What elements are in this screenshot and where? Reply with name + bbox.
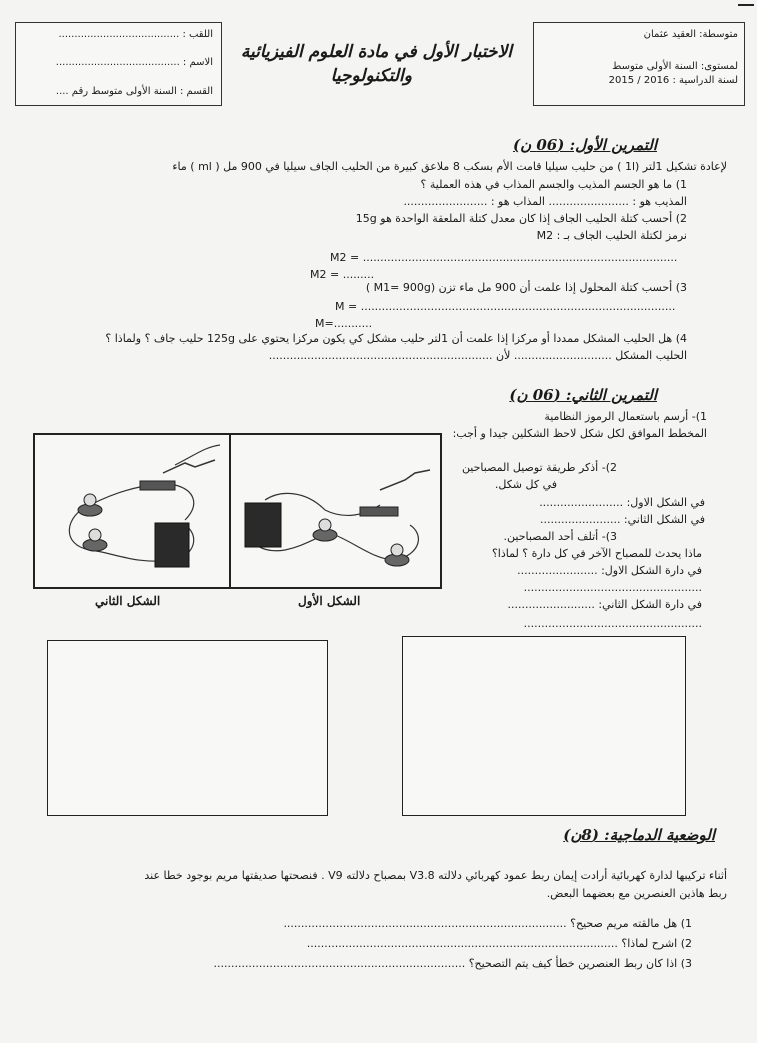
ex1-intro: لإعادة تشكيل 1لتر (1l ) من حليب سيليا قامت الأم بسكب 8 ملاعق كبيرة من الحليب الجاف سيليا في 900 مل ( ml ) ماء <box>172 160 727 173</box>
surname-field[interactable]: اللقب : ...................................... <box>58 29 213 40</box>
level: لمستوى: السنة الأولى متوسط <box>612 61 738 72</box>
class-field[interactable]: القسم : السنة الأولى متوسط رقم .... <box>55 86 213 97</box>
ex2-q3f[interactable]: ................................................... <box>523 617 702 630</box>
figure-1-circuit <box>245 470 430 566</box>
ex1-q2: 2) أحسب كتلة الحليب الجاف إذا كان معدل كتلة الملعقة الواحدة هو 15g <box>355 212 687 225</box>
ex3-heading: الوضعية الدماجية: (8ن) <box>563 826 715 844</box>
figure-panel <box>33 433 442 589</box>
ex2-q3b: ماذا يحدث للمصباح الآخر في كل دارة ؟ لماذا؟ <box>491 547 702 560</box>
ex1-q3: 3) أحسب كتلة المحلول إذا علمت أن 900 مل ماء تزن (M1= 900g ) <box>365 281 687 294</box>
corner-mark <box>738 4 754 6</box>
ex3-q3[interactable]: 3) اذا كان ربط العنصرين خطأ كيف يتم التصحيح؟ ........................................................................ <box>213 957 692 970</box>
ex2-q3a: 3)- أتلف أحد المصباحين. <box>503 530 617 543</box>
diagram-answer-box-right[interactable] <box>402 636 686 816</box>
name-field[interactable]: الاسم : ....................................... <box>55 57 213 68</box>
ex1-q4: 4) هل الحليب المشكل ممددا أو مركزا إذا علمت أن 1لتر حليب مشكل كي يكون مركزا يحتوي على 125g حليب جاف ؟ ولماذا ؟ <box>105 332 687 345</box>
figure-2-circuit <box>69 445 220 567</box>
ex3-text1: أثناء تركيبها لدارة كهربائية أرادت إيمان ربط عمود كهربائي دلالته V3.8 بمصباح دلالته V9 . فنصحتها صديقتها مريم بوجود خطا عند <box>144 869 727 882</box>
ex2-q1a: 1)- أرسم باستعمال الرموز النظامية <box>544 410 707 423</box>
ex1-q2-line1[interactable]: M2 = .......................................................................................... <box>330 251 678 264</box>
ex2-q1b: المخطط الموافق لكل شكل لاحظ الشكلين جيدا و أجب: <box>452 427 707 440</box>
ex1-q4-answer[interactable]: الحليب المشكل ............................ لأن ................................................................ <box>268 349 687 362</box>
circuit-figures-drawing <box>35 435 440 587</box>
figure-1-caption: الشكل الأول <box>298 594 361 608</box>
ex2-q3c[interactable]: في دارة الشكل الاول: ....................... <box>517 564 702 577</box>
figure-2-caption: الشكل الثاني <box>95 594 161 608</box>
ex3-q2[interactable]: 2) اشرح لماذا؟ ......................................................................................... <box>306 937 692 950</box>
ex1-q2-line2[interactable]: M2 = ......... <box>310 268 375 281</box>
ex1-q2-symbol: نرمز لكتلة الحليب الجاف بـ : M2 <box>536 229 687 242</box>
student-info-box <box>15 22 222 106</box>
ex2-q2c[interactable]: في الشكل الاول: ........................ <box>539 496 705 509</box>
school-info-box <box>533 22 745 106</box>
ex2-q2b: في كل شكل. <box>494 478 557 491</box>
exam-title: الاختبار الأول في مادة العلوم الفيزيائية <box>240 42 512 62</box>
ex1-q3-line2[interactable]: M=........... <box>315 317 373 330</box>
ex2-q2d[interactable]: في الشكل الثاني: ....................... <box>540 513 705 526</box>
school-name: متوسطة: العقيد عثمان <box>643 29 738 40</box>
ex1-q1: 1) ما هو الجسم المذيب والجسم المذاب في هذه العملية ؟ <box>420 178 687 191</box>
ex1-q1-answer[interactable]: المذيب هو : ....................... المذاب هو : ........................ <box>403 195 687 208</box>
ex2-q3d[interactable]: ................................................... <box>523 581 702 594</box>
diagram-answer-box-left[interactable] <box>47 640 328 816</box>
ex3-text2: ربط هاذين العنصرين مع بعضهما البعض. <box>546 887 727 900</box>
ex2-q2a: 2)- أذكر طريقة توصيل المصباحين <box>461 461 617 474</box>
ex1-heading: التمرين الأول: (06 ن) <box>513 136 657 154</box>
school-year: لسنة الدراسية : 2016 / 2015 <box>608 75 738 86</box>
ex3-q1[interactable]: 1) هل مالقته مريم صحيح؟ ................................................................................. <box>283 917 692 930</box>
ex2-q3e[interactable]: في دارة الشكل الثاني: ......................... <box>507 598 702 611</box>
ex2-heading: التمرين الثاني: (06 ن) <box>509 386 657 404</box>
ex1-q3-line1[interactable]: M = .......................................................................................... <box>335 300 676 313</box>
exam-title-line2: والتكنولوجيا <box>330 66 412 86</box>
